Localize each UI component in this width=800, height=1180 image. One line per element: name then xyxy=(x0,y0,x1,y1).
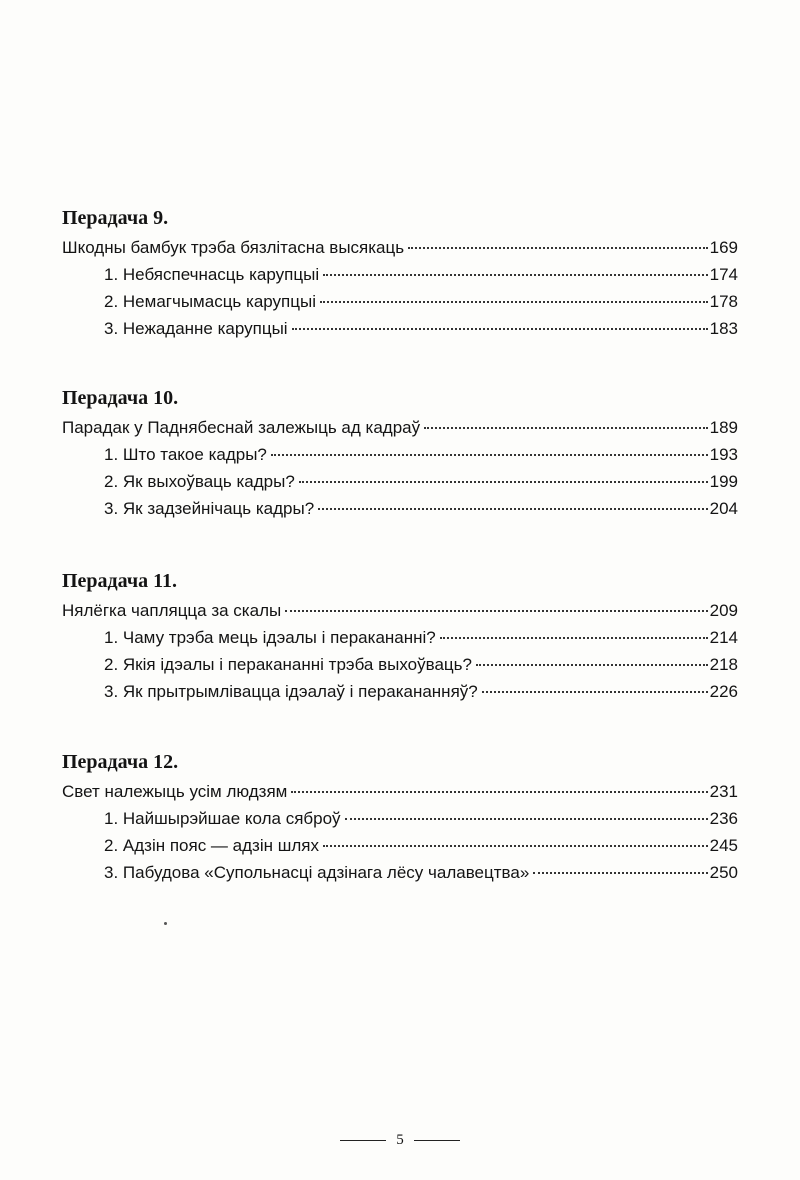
section-title: Перадача 12. xyxy=(62,751,179,773)
dot-leader xyxy=(318,508,707,510)
dot-leader xyxy=(482,691,708,693)
toc-entry-title: Парадак у Паднябеснай залежыць ад кадраў xyxy=(62,418,421,437)
dot-leader xyxy=(292,328,708,330)
toc-subentry-title: 2. Адзін пояс — адзін шлях xyxy=(104,836,319,855)
toc-subentry-page: 204 xyxy=(709,499,738,518)
page-footer xyxy=(0,1132,800,1149)
toc-subentry-page: 178 xyxy=(709,292,738,311)
toc-subentry-page: 226 xyxy=(709,682,738,701)
footer-rule-left xyxy=(340,1140,386,1141)
dot-leader xyxy=(476,664,708,666)
page-number: 5 xyxy=(396,1132,404,1148)
toc-subentry-title: 3. Як прытрымлівацца ідэалаў і перакананняў? xyxy=(104,682,478,701)
toc-section xyxy=(62,206,738,342)
toc-subentry xyxy=(62,832,738,859)
toc-subentry-title: 1. Найшырэйшае кола сяброў xyxy=(104,809,341,828)
toc-subentry xyxy=(62,468,738,495)
toc-subentry xyxy=(62,859,738,886)
toc-subentry-title: 3. Як задзейнічаць кадры? xyxy=(104,499,315,518)
toc-subentry-page: 218 xyxy=(709,655,738,674)
dot-leader xyxy=(299,481,708,483)
toc-entry xyxy=(62,778,738,805)
toc-subentry xyxy=(62,678,738,705)
section-title: Перадача 10. xyxy=(62,387,179,409)
toc-entry-title: Нялёгка чапляцца за скалы xyxy=(62,601,282,620)
toc-section xyxy=(62,386,738,522)
dot-leader xyxy=(440,637,708,639)
toc-subentry-title: 2. Якія ідэалы і перакананні трэба выхоўваць? xyxy=(104,655,472,674)
dot-leader xyxy=(345,818,708,820)
dot-leader xyxy=(408,247,708,249)
toc-subentry-title: 3. Нежаданне карупцыі xyxy=(104,319,288,338)
toc-subentry-page: 183 xyxy=(709,319,738,338)
dot-leader xyxy=(533,872,707,874)
toc-subentry-page: 174 xyxy=(709,265,738,284)
toc-entry-page: 189 xyxy=(709,418,738,437)
toc-subentry-page: 193 xyxy=(709,445,738,464)
dot-leader xyxy=(323,274,708,276)
dot-leader xyxy=(424,427,708,429)
toc-subentry-title: 1. Чаму трэба мець ідэалы і перакананні? xyxy=(104,628,436,647)
toc-subentry-title: 2. Немагчымасць карупцыі xyxy=(104,292,316,311)
toc-entry xyxy=(62,597,738,624)
dot-leader xyxy=(271,454,708,456)
toc-subentry-page: 199 xyxy=(709,472,738,491)
toc-subentry xyxy=(62,651,738,678)
toc-subentry-page: 250 xyxy=(709,863,738,882)
dot-leader xyxy=(323,845,708,847)
toc-subentry xyxy=(62,805,738,832)
toc-subentry-title: 3. Пабудова «Супольнасці адзінага лёсу чалавецтва» xyxy=(104,863,530,882)
dot-leader xyxy=(320,301,708,303)
dot-leader xyxy=(291,791,707,793)
toc-subentry xyxy=(62,624,738,651)
toc-subentry-page: 245 xyxy=(709,836,738,855)
toc-entry xyxy=(62,414,738,441)
toc-subentry-title: 1. Што такое кадры? xyxy=(104,445,267,464)
section-title: Перадача 9. xyxy=(62,207,169,229)
toc-subentry-title: 2. Як выхоўваць кадры? xyxy=(104,472,295,491)
toc-subentry-page: 236 xyxy=(709,809,738,828)
toc-entry-page: 209 xyxy=(709,601,738,620)
dot-leader xyxy=(285,610,707,612)
toc-subentry xyxy=(62,315,738,342)
toc-subentry-page: 214 xyxy=(709,628,738,647)
toc-subentry xyxy=(62,441,738,468)
toc-subentry xyxy=(62,288,738,315)
section-title: Перадача 11. xyxy=(62,570,178,592)
toc-entry-title: Шкодны бамбук трэба бязлітасна высякаць xyxy=(62,238,405,257)
toc-subentry xyxy=(62,495,738,522)
toc-entry-page: 169 xyxy=(709,238,738,257)
print-speck xyxy=(164,922,167,925)
toc-entry xyxy=(62,234,738,261)
toc-section xyxy=(62,750,738,886)
toc-entry-page: 231 xyxy=(709,782,738,801)
toc-subentry-title: 1. Небяспечнасць карупцыі xyxy=(104,265,320,284)
footer-rule-right xyxy=(414,1140,460,1141)
toc-section xyxy=(62,569,738,705)
toc-subentry xyxy=(62,261,738,288)
toc-entry-title: Свет належыць усім людзям xyxy=(62,782,288,801)
